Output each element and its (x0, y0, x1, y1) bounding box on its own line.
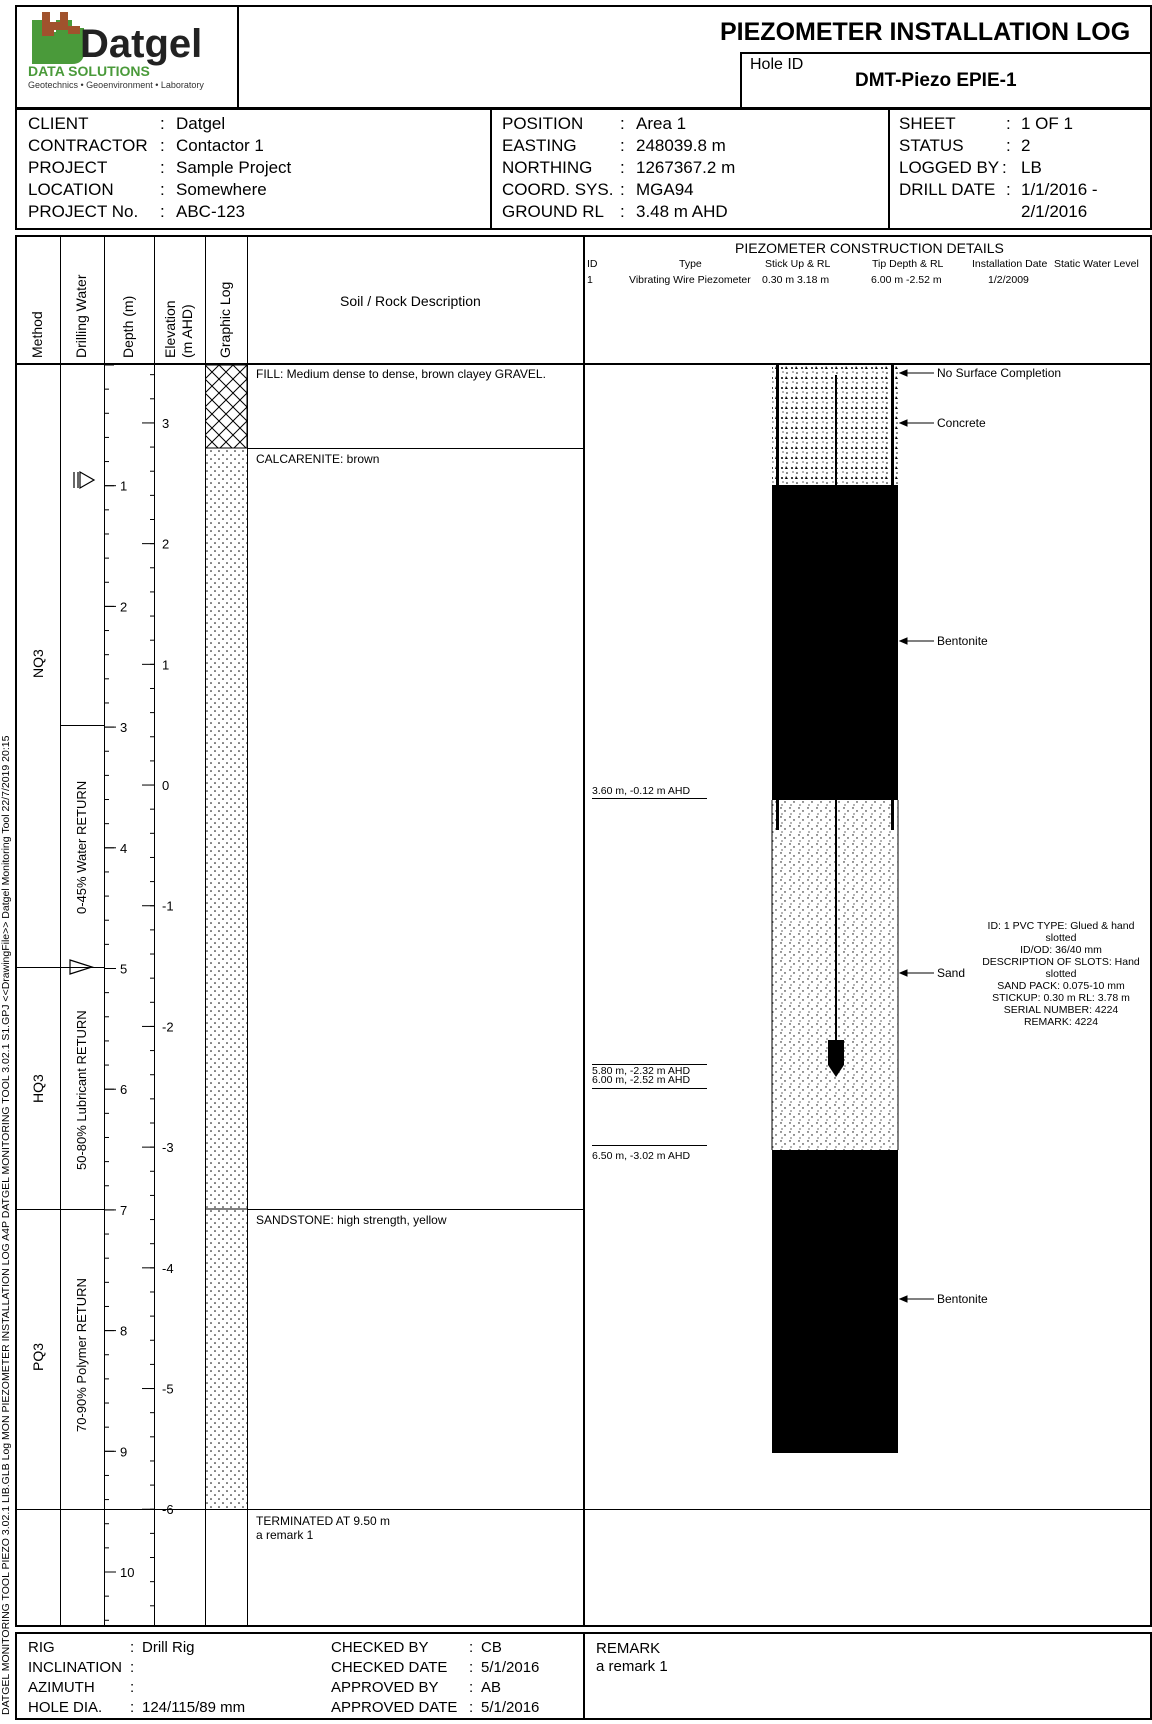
label-bentonite-lower: Bentonite (937, 1292, 988, 1306)
water-return-2: 50-80% Lubricant RETURN (74, 1010, 89, 1170)
depth-mark-3: 6.00 m, -2.52 m AHD (592, 1074, 691, 1086)
logo-tagline: DATA SOLUTIONS (28, 63, 150, 79)
label-sand: Sand (937, 966, 966, 980)
construction-title: PIEZOMETER CONSTRUCTION DETAILS (735, 240, 1004, 256)
terminated-text: TERMINATED AT 9.50 m (256, 1514, 391, 1528)
water-return-1: 0-45% Water RETURN (74, 780, 89, 914)
stratum-sandstone: SANDSTONE: high strength, yellow (256, 1213, 447, 1227)
datgel-logo (28, 12, 228, 102)
depth-label: 4 (120, 840, 128, 856)
piezometer-notes: ID: 1 PVC TYPE: Glued & hand slotted ID/OD: 36/40 mm DESCRIPTION OF SLOTS: Hand slotted SAND PACK: 0.075-10 mm STICKUP: 0.30 m RL: 3.78 m SERIAL NUMBER: 4224 REMARK: 4224 (982, 920, 1140, 1028)
depth-label: 1 (120, 478, 128, 494)
col-header-depth: Depth (m) (120, 295, 136, 358)
col-header-drilling-water: Drilling Water (73, 274, 89, 358)
elevation-label: -6 (162, 1502, 174, 1518)
water-strike-icon (66, 958, 96, 976)
logo-sub: Geotechnics • Geoenvironment • Laboratory (28, 80, 204, 90)
col-header-graphic-log: Graphic Log (217, 281, 233, 358)
stratum-calcarenite: CALCARENITE: brown (256, 452, 380, 466)
col-header-method: Method (29, 311, 45, 358)
graphic-log (205, 365, 247, 1510)
water-level-icon (70, 470, 96, 490)
depth-mark-2: 5.80 m, -2.32 m AHD (592, 1065, 691, 1077)
material-arrows (898, 365, 938, 1315)
hole-id-value: DMT-Piezo EPIE-1 (855, 70, 1017, 91)
label-bentonite-upper: Bentonite (937, 634, 988, 648)
elevation-label: -4 (162, 1260, 174, 1276)
depth-label: 8 (120, 1323, 128, 1339)
depth-label: 7 (120, 1202, 128, 1218)
col-header-elevation-unit: (m AHD) (179, 304, 195, 358)
depth-label: 5 (120, 961, 128, 977)
label-concrete: Concrete (937, 416, 986, 430)
piezometer-construction-graphic (770, 365, 900, 1455)
logo-name: Datgel (80, 22, 203, 66)
terminated-remark: a remark 1 (256, 1528, 314, 1542)
method-hq3: HQ3 (30, 1074, 46, 1103)
footer-remark: a remark 1 (596, 1658, 668, 1675)
side-file-text: DATGEL MONITORING TOOL PIEZO 3.02.1 LIB.GLB Log MON PIEZOMETER INSTALLATION LOG A4P DATGEL MONITORING TOOL 3.02.1 S1.GPJ <<DrawingFile>> Datgel Monitoring Tool 22/7/2019 20:15 (0, 735, 12, 1715)
water-return-3: 70-90% Polymer RETURN (74, 1278, 89, 1432)
page-title: PIEZOMETER INSTALLATION LOG (720, 18, 1131, 46)
elevation-label: 1 (162, 657, 170, 673)
depth-label: 6 (120, 1082, 128, 1098)
stratum-fill: FILL: Medium dense to dense, brown clayey GRAVEL. (256, 367, 546, 381)
depth-label: 2 (120, 599, 128, 615)
col-header-description: Soil / Rock Description (340, 293, 481, 309)
footer-remark-label: REMARK (596, 1640, 661, 1657)
method-nq3: NQ3 (30, 649, 46, 678)
depth-label: 9 (120, 1444, 128, 1460)
method-pq3: PQ3 (30, 1342, 46, 1371)
elevation-label: 2 (162, 536, 170, 552)
elevation-label: -1 (162, 898, 174, 914)
elevation-label: 3 (162, 415, 170, 431)
depth-mark-1: 3.60 m, -0.12 m AHD (592, 785, 691, 797)
elevation-label: -3 (162, 1140, 174, 1156)
depth-mark-4: 6.50 m, -3.02 m AHD (592, 1150, 691, 1162)
hole-id-label: Hole ID (750, 56, 804, 73)
elevation-label: -2 (162, 1019, 174, 1035)
label-no-surface-completion: No Surface Completion (937, 366, 1062, 380)
elevation-label: -5 (162, 1381, 174, 1397)
col-header-elevation: Elevation (162, 300, 178, 358)
depth-elevation-scales (104, 365, 206, 1627)
elevation-label: 0 (162, 778, 170, 794)
depth-label: 10 (120, 1565, 135, 1580)
depth-label: 3 (120, 720, 128, 736)
